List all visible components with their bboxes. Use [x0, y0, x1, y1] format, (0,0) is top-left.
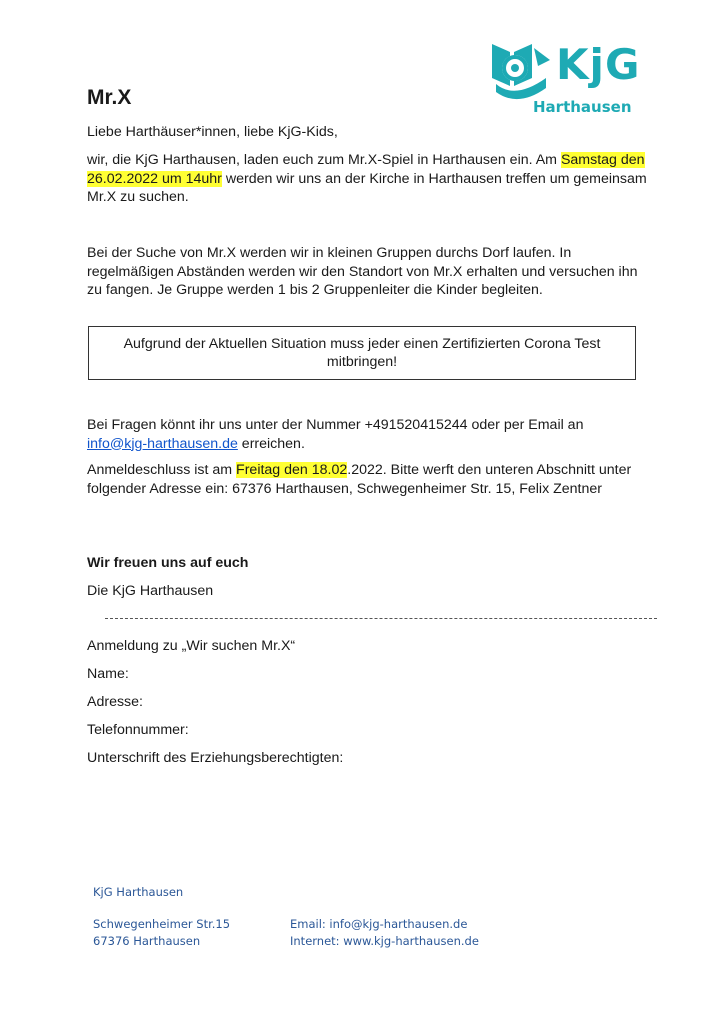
footer-street: Schwegenheimer Str.15	[93, 917, 231, 931]
contact-text-1: Bei Fragen könnt ihr uns unter der Nummer +491520415244 oder per Email an	[87, 417, 584, 433]
contact-paragraph	[87, 416, 647, 453]
form-heading: Anmeldung zu „Wir suchen Mr.X“	[87, 638, 296, 654]
deadline-text-1: Anmeldeschluss ist am	[87, 462, 237, 478]
page-title: Mr.X	[87, 86, 132, 109]
greeting: Liebe Harthäuser*innen, liebe KjG-Kids,	[87, 124, 338, 140]
footer-email: Email: info@kjg-harthausen.de	[290, 917, 468, 931]
form-name-label: Name:	[87, 666, 129, 682]
form-phone-label: Telefonnummer:	[87, 722, 189, 738]
footer-org: KjG Harthausen	[93, 885, 184, 899]
contact-text-2: erreichen.	[237, 435, 305, 452]
corona-notice-box	[88, 326, 636, 380]
corona-notice-text: Aufgrund der Aktuellen Situation muss jeder einen Zertifizierten Corona Test mitbringen!	[123, 335, 601, 370]
logo-subtitle: Harthausen	[533, 98, 632, 116]
closing-bold: Wir freuen uns auf euch	[87, 555, 249, 571]
event-date-highlight: Samstag den 26.02.2022 um 14uhr	[87, 152, 645, 187]
logo-name: KjG	[556, 40, 641, 89]
kjg-logo	[488, 38, 648, 120]
search-paragraph: Bei der Suche von Mr.X werden wir in kleinen Gruppen durchs Dorf laufen. In regelmäßigen Abständen werden wir den Standort von Mr.X erhalten und versuchen ihn zu fangen. Je Gruppe werden 1 bis 2 Gruppenleiter die Kinder begleiten.	[87, 245, 638, 298]
footer-web: Internet: www.kjg-harthausen.de	[290, 934, 479, 948]
footer-city: 67376 Harthausen	[93, 934, 201, 948]
intro-text-2: werden wir uns an der Kirche in Harthausen treffen um gemeinsam Mr.X zu suchen.	[87, 170, 647, 205]
deadline-highlight: Freitag den 18.02	[236, 462, 348, 478]
deadline-paragraph	[87, 461, 647, 498]
intro-text-1: wir, die KjG Harthausen, laden euch zum Mr.X-Spiel in Harthausen ein. Am	[87, 152, 561, 168]
cut-line-divider	[105, 618, 657, 619]
deadline-text-2: .2022. Bitte werft den unteren Abschnitt unter folgender Adresse ein: 67376 Harthausen, Schwegenheimer Str. 15, Felix Zentner	[87, 462, 632, 497]
form-guardian-signature-label: Unterschrift des Erziehungsberechtigten:	[87, 750, 344, 766]
intro-paragraph	[87, 151, 647, 207]
form-address-label: Adresse:	[87, 694, 143, 710]
email-link[interactable]: info@kjg-harthausen.de	[87, 435, 238, 452]
signature: Die KjG Harthausen	[87, 583, 214, 599]
